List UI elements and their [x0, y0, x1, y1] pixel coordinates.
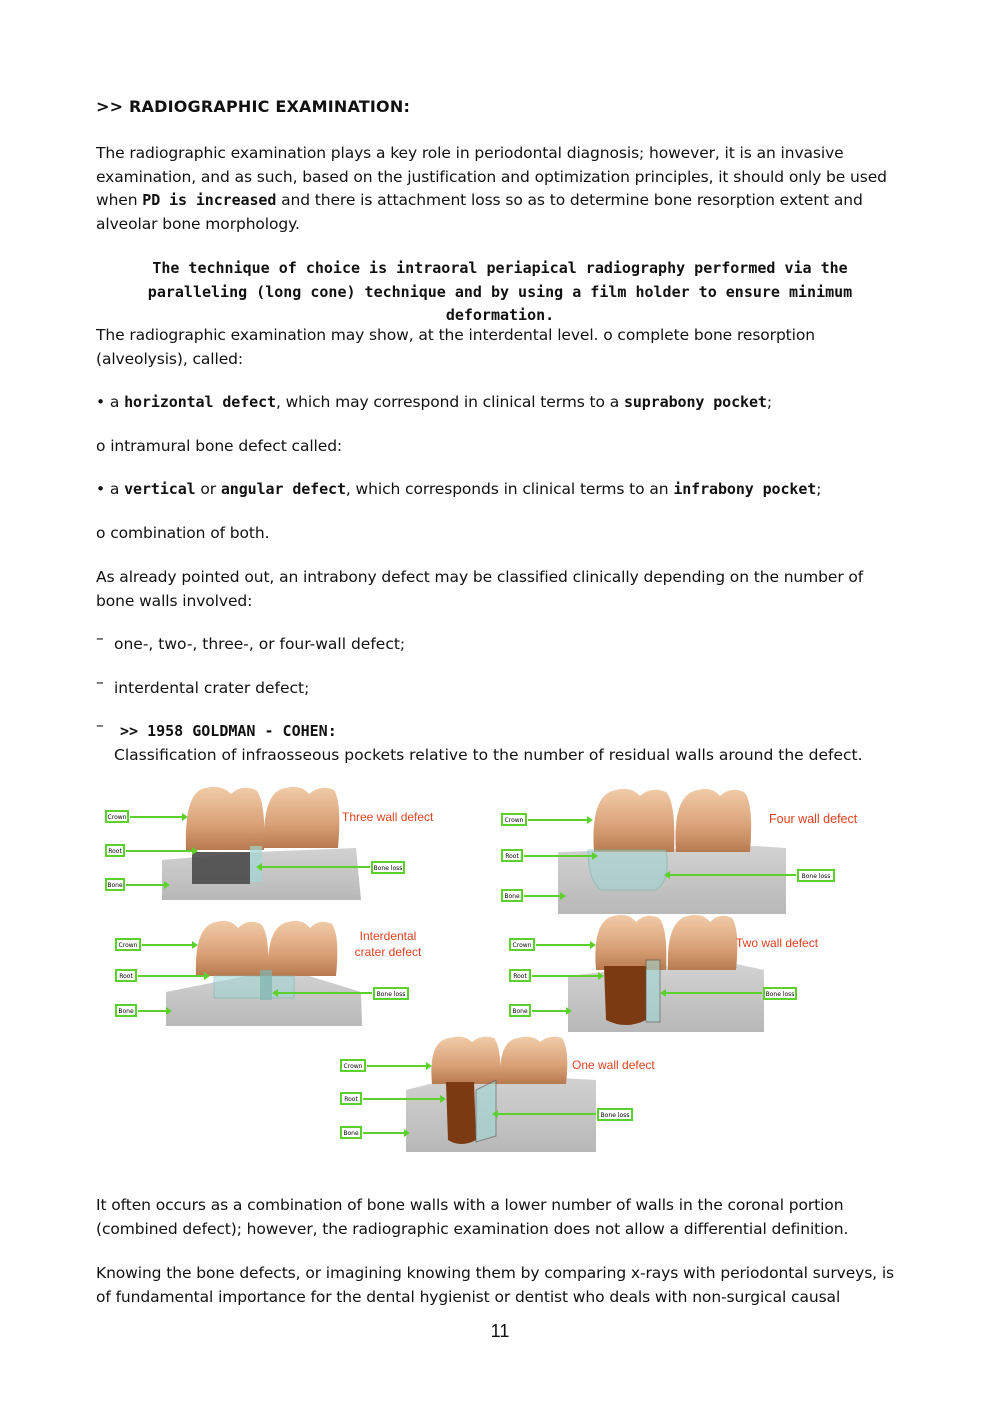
crown-label: Crown [512, 942, 532, 949]
panel-two-wall [510, 915, 819, 1032]
crown-label: Crown [343, 1063, 363, 1070]
paragraph-combined: It often occurs as a combination of bone walls with a lower number of walls in the coronal portion (combined defect); however, the radiographic examination does not allow a differential definition. [96, 1196, 849, 1238]
intro-bold-pd: PD is increased [142, 191, 277, 209]
bullet1-pre: • a [96, 393, 125, 411]
bone-loss-label: Bone loss [600, 1112, 630, 1119]
bullet-vertical [96, 478, 896, 502]
root-label: Root [344, 1096, 358, 1103]
goldman-cohen-heading: >> 1958 GOLDMAN - COHEN: [120, 722, 337, 740]
panel-crater [116, 921, 422, 1026]
panel-one-wall [341, 1037, 655, 1152]
technique-statement: The technique of choice is intraoral periapical radiography performed via the paralleling (long cone) technique and by using a film holder to ensure minimum deformation. [147, 259, 853, 324]
tooth-crown [186, 787, 264, 850]
defect-wall [260, 970, 272, 1000]
title-crater-line2: crater defect [354, 945, 422, 959]
paragraph-knowing: Knowing the bone defects, or imagining knowing them by comparing x-rays with periodontal surveys, is of fundamental importance for the dental hygienist or dentist who deals with non-surgical causal [96, 1264, 895, 1306]
bone-label: Bone [107, 882, 123, 889]
title-crater-line1: Interdental [359, 929, 417, 943]
bullet1-mid: , which may correspond in clinical terms to a [275, 393, 624, 411]
title-four-wall: Four wall defect [769, 812, 858, 826]
tooth-crown [675, 789, 751, 852]
panel-three-wall [106, 787, 434, 900]
tooth-crown [264, 787, 339, 848]
crown-label: Crown [107, 814, 127, 821]
section-heading: >> RADIOGRAPHIC EXAMINATION: [96, 97, 411, 116]
bone-label: Bone [118, 1008, 134, 1015]
bone-label: Bone [512, 1008, 528, 1015]
paragraph-interdental: The radiographic examination may show, at the interdental level. o complete bone resorption (alveolysis), called: [96, 326, 815, 368]
root-label: Root [505, 853, 519, 860]
bone-loss-label: Bone loss [373, 865, 403, 872]
root-label: Root [119, 973, 133, 980]
defect-wall [250, 846, 262, 882]
bullet2-pre: • a [96, 480, 125, 498]
dash-mark: – [96, 716, 104, 734]
arrow-head [590, 941, 596, 949]
arrow-head [587, 816, 593, 824]
bullet2-mid1: or [195, 480, 221, 498]
root-label: Root [513, 973, 527, 980]
title-three-wall: Three wall defect [342, 810, 434, 824]
arrow-head [426, 1062, 432, 1070]
bullet2-bold-infrabony: infrabony pocket [673, 480, 817, 498]
arrow-head [192, 941, 198, 949]
dash-item-text: interdental crater defect; [114, 679, 310, 697]
bullet-horizontal [96, 391, 896, 415]
defect-area [588, 850, 667, 890]
panel-four-wall [502, 789, 858, 914]
o-combination: o combination of both. [96, 524, 270, 542]
root-label: Root [108, 848, 122, 855]
bullet1-bold-suprabony: suprabony pocket [623, 393, 767, 411]
goldman-cohen-block [114, 720, 863, 767]
goldman-cohen-text: Classification of infraosseous pockets relative to the number of residual walls around the defect. [114, 745, 863, 764]
defect-area [446, 1082, 476, 1144]
crown-label: Crown [504, 817, 524, 824]
defect-wall [646, 960, 660, 1022]
title-two-wall: Two wall defect [736, 936, 819, 950]
bone-defect-figure [96, 780, 916, 1160]
bullet2-bold-vertical: vertical [124, 480, 196, 498]
dash-mark: – [96, 673, 104, 691]
bullet2-post: ; [816, 480, 822, 498]
intro-text-c: and there is attachment loss so as to determine bone resorption extent and alveolar bone morphology. [96, 191, 863, 233]
paragraph-intro [96, 142, 896, 236]
bullet1-post: ; [766, 393, 772, 411]
defect-area [192, 852, 250, 884]
crown-label: Crown [118, 942, 138, 949]
bone-block [568, 964, 764, 1032]
tooth-crown [668, 915, 738, 970]
dash-mark: – [96, 629, 104, 647]
tooth-crown [196, 921, 269, 976]
tooth-crown [500, 1037, 568, 1084]
bullet2-bold-angular: angular defect [220, 480, 346, 498]
page-number: 11 [490, 1321, 510, 1341]
paragraph-classification: As already pointed out, an intrabony defect may be classified clinically depending on the number of bone walls involved: [96, 568, 864, 610]
bullet2-mid2: , which corresponds in clinical terms to an [345, 480, 674, 498]
bone-loss-label: Bone loss [765, 991, 795, 998]
intro-text-a: The radiographic examination plays a key role in periodontal diagnosis; however, it is an invasive examination, and as such, based on the justification and optimization principles, it should only be used when [96, 144, 887, 209]
defect-area [214, 976, 294, 998]
title-one-wall: One wall defect [572, 1058, 655, 1072]
bone-label: Bone [504, 893, 520, 900]
bone-label: Bone [343, 1130, 359, 1137]
o-intramural: o intramural bone defect called: [96, 437, 343, 455]
bone-loss-label: Bone loss [801, 873, 831, 880]
tooth-crown [268, 921, 338, 976]
dash-item-text: one-, two-, three-, or four-wall defect; [114, 635, 406, 653]
bullet1-bold-horizontal: horizontal defect [124, 393, 276, 411]
bone-loss-label: Bone loss [376, 991, 406, 998]
tooth-crown [431, 1037, 500, 1084]
defect-area [604, 966, 646, 1025]
defect-wall [476, 1080, 496, 1142]
tooth-crown [593, 789, 674, 852]
